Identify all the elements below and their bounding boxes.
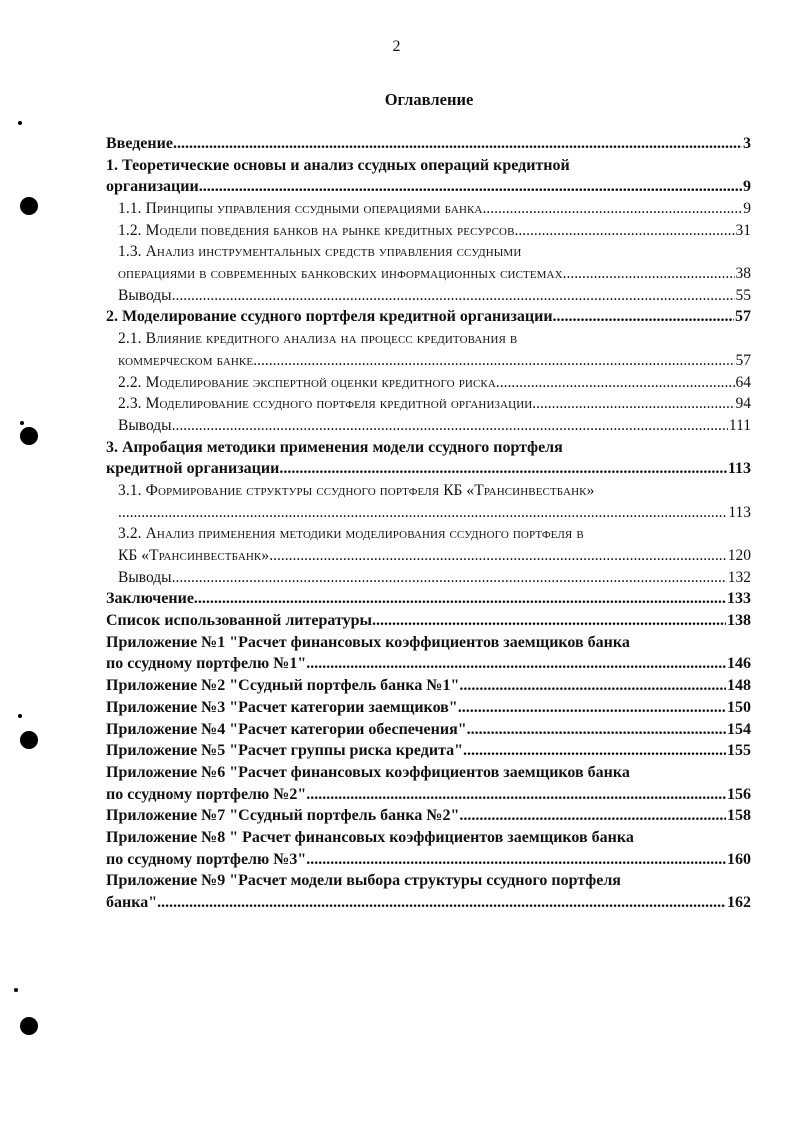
toc-entry xyxy=(106,849,751,871)
toc-entry-title xyxy=(106,610,372,632)
toc-leader-dots xyxy=(515,220,735,242)
toc-entry-page: 57 xyxy=(735,308,751,326)
toc-leader-dots xyxy=(532,393,734,415)
toc-entry xyxy=(106,719,751,741)
table-of-contents xyxy=(106,133,751,914)
toc-entry-title xyxy=(106,133,173,155)
page-number: 2 xyxy=(392,38,401,55)
toc-entry-page: 146 xyxy=(727,655,751,673)
toc-entry xyxy=(106,307,751,329)
toc-entry xyxy=(106,827,751,849)
toc-entry xyxy=(106,155,751,177)
toc-entry-title xyxy=(118,372,496,394)
toc-entry-page: 156 xyxy=(727,785,751,803)
toc-entry xyxy=(106,892,751,914)
toc-entry-title xyxy=(118,415,172,437)
toc-entry-page: 158 xyxy=(727,807,751,825)
toc-entry xyxy=(106,632,751,654)
toc-entry-text: Приложение №8 " Расчет финансовых коэффициентов заемщиков банка xyxy=(106,828,634,846)
toc-entry-text: Выводы xyxy=(118,286,172,304)
toc-entry xyxy=(106,588,751,610)
toc-entry xyxy=(106,220,751,242)
toc-entry-text: Выводы xyxy=(118,568,172,586)
toc-entry-title xyxy=(106,849,306,871)
toc-entry xyxy=(106,654,751,676)
toc-entry-title xyxy=(106,870,621,892)
toc-entry-text: 2.2. Моделирование экспертной оценки кредитного риска xyxy=(118,373,496,391)
toc-entry-title xyxy=(106,458,279,480)
toc-entry-text: 3. Апробация методики применения модели ссудного портфеля xyxy=(106,438,563,456)
toc-entry-text: Выводы xyxy=(118,416,172,434)
toc-leader-dots xyxy=(253,350,734,372)
toc-entry xyxy=(106,870,751,892)
toc-entry-text: «Трансинвестбанк» xyxy=(462,481,595,499)
toc-leader-dots xyxy=(194,588,726,610)
toc-leader-dots xyxy=(172,285,735,307)
toc-entry-title xyxy=(118,523,584,545)
toc-entry-title xyxy=(106,827,634,849)
toc-entry-title xyxy=(106,784,306,806)
toc-entry-title xyxy=(106,588,194,610)
toc-entry-title xyxy=(106,654,306,676)
toc-leader-dots xyxy=(172,567,727,589)
toc-entry xyxy=(106,480,751,502)
binder-hole xyxy=(20,427,38,445)
toc-entry-title xyxy=(106,176,199,198)
toc-entry xyxy=(106,610,751,632)
toc-entry-text: Приложение №6 "Расчет финансовых коэффициентов заемщиков банка xyxy=(106,763,630,781)
toc-leader-dots xyxy=(372,610,726,632)
toc-entry-title xyxy=(106,632,630,654)
toc-leader-dots xyxy=(563,263,735,285)
toc-leader-dots xyxy=(482,198,742,220)
toc-entry xyxy=(106,567,751,589)
toc-entry-page: 154 xyxy=(727,720,751,738)
toc-entry-page: 132 xyxy=(727,568,751,586)
toc-entry-title xyxy=(118,263,563,285)
toc-entry-title xyxy=(106,740,463,762)
toc-leader-dots xyxy=(306,849,726,871)
toc-entry-text: Приложение №4 "Расчет категории обеспечения" xyxy=(106,720,467,738)
toc-entry-page: 3 xyxy=(743,134,751,152)
toc-entry xyxy=(106,372,751,394)
toc-entry-page: 94 xyxy=(735,395,751,413)
toc-entry-title xyxy=(106,762,630,784)
toc-entry-text: 2. Моделирование ссудного портфеля кредитной организации xyxy=(106,308,553,326)
toc-entry-page: 148 xyxy=(727,677,751,695)
toc-entry-text: Приложение №9 "Расчет модели выбора структуры ссудного портфеля xyxy=(106,872,621,890)
toc-leader-dots xyxy=(306,654,726,676)
toc-entry-title xyxy=(106,805,459,827)
toc-entry-title xyxy=(118,285,172,307)
toc-leader-dots xyxy=(157,892,726,914)
toc-leader-dots xyxy=(463,740,726,762)
toc-entry-title xyxy=(118,545,269,567)
toc-leader-dots xyxy=(306,784,726,806)
toc-entry-title xyxy=(106,307,553,329)
toc-entry-title xyxy=(118,350,253,372)
toc-entry-page: 138 xyxy=(727,612,751,630)
toc-entry-page: 113 xyxy=(727,460,751,478)
toc-leader-dots xyxy=(173,133,742,155)
toc-entry-page: 150 xyxy=(727,698,751,716)
toc-entry-text: 3.1. Формирование структуры ссудного портфеля xyxy=(118,481,444,499)
toc-entry-text: организации xyxy=(106,178,199,196)
toc-entry-text: Приложение №5 "Расчет группы риска кредита" xyxy=(106,742,464,760)
toc-entry-page: 31 xyxy=(735,221,751,239)
toc-entry-text: по ссудному портфелю №2" xyxy=(106,785,307,803)
toc-entry xyxy=(106,740,751,762)
toc-entry xyxy=(106,523,751,545)
binder-hole xyxy=(20,1017,38,1035)
toc-entry xyxy=(106,328,751,350)
toc-entry-text: Введение xyxy=(106,134,173,152)
toc-entry-text: кредитной организации xyxy=(106,460,280,478)
toc-entry-text: Приложение №1 "Расчет финансовых коэффициентов заемщиков банка xyxy=(106,633,630,651)
toc-entry-title xyxy=(106,719,467,741)
toc-leader-dots xyxy=(496,372,735,394)
toc-leader-dots xyxy=(458,697,726,719)
toc-entry-page: 111 xyxy=(728,416,751,434)
binder-hole xyxy=(20,197,38,215)
toc-entry-text: операциями в современных банковских информационных системах xyxy=(118,265,563,283)
toc-entry-title xyxy=(106,697,458,719)
toc-entry-text: Список использованной литературы xyxy=(106,612,372,630)
binder-hole xyxy=(20,731,38,749)
toc-leader-dots xyxy=(467,719,726,741)
toc-entry-text: 3.2. Анализ применения методики моделирования ссудного портфеля в xyxy=(118,525,584,543)
toc-entry-page: 162 xyxy=(727,894,751,912)
toc-entry xyxy=(106,675,751,697)
toc-entry-title xyxy=(106,155,570,177)
toc-entry-text: 1. Теоретические основы и анализ ссудных операций кредитной xyxy=(106,156,570,174)
toc-entry xyxy=(106,350,751,372)
toc-entry-page: 9 xyxy=(743,200,751,218)
toc-leader-dots xyxy=(269,545,727,567)
toc-entry-page: 9 xyxy=(743,178,751,196)
toc-entry-text: по ссудному портфелю №1" xyxy=(106,655,307,673)
toc-entry-page: 133 xyxy=(727,590,751,608)
toc-leader-dots xyxy=(118,502,727,524)
toc-entry-page: 64 xyxy=(735,373,751,391)
toc-leader-dots xyxy=(279,458,727,480)
toc-leader-dots xyxy=(553,307,734,329)
toc-entry-title xyxy=(118,480,594,502)
toc-entry xyxy=(106,393,751,415)
speck xyxy=(14,988,18,992)
toc-entry xyxy=(106,502,751,524)
toc-entry-text: «Трансинвестбанк» xyxy=(137,547,270,565)
toc-entry-text: Приложение №7 "Ссудный портфель банка №2" xyxy=(106,807,460,825)
toc-entry xyxy=(106,133,751,155)
toc-entry xyxy=(106,697,751,719)
toc-entry-title xyxy=(106,892,157,914)
toc-entry-title xyxy=(118,220,515,242)
toc-entry-text: 2.3. Моделирование ссудного портфеля кредитной организации xyxy=(118,395,533,413)
toc-entry-text: банка" xyxy=(106,894,158,912)
toc-entry xyxy=(106,176,751,198)
toc-entry xyxy=(106,285,751,307)
toc-entry xyxy=(106,545,751,567)
toc-entry-title xyxy=(118,328,517,350)
toc-title: Оглавление xyxy=(384,90,474,109)
speck xyxy=(18,121,22,125)
toc-entry xyxy=(106,198,751,220)
toc-entry xyxy=(106,241,751,263)
toc-entry-page: 160 xyxy=(727,850,751,868)
toc-entry-text: КБ xyxy=(118,547,138,565)
toc-entry-text: коммерческом банке xyxy=(118,351,254,369)
toc-entry-text: КБ xyxy=(443,481,463,499)
toc-entry xyxy=(106,263,751,285)
toc-entry-page: 55 xyxy=(735,286,751,304)
toc-entry-title xyxy=(118,567,172,589)
toc-entry xyxy=(106,415,751,437)
toc-leader-dots xyxy=(459,805,726,827)
toc-entry-page: 57 xyxy=(735,351,751,369)
toc-entry-title xyxy=(118,393,532,415)
toc-entry-page: 38 xyxy=(735,265,751,283)
toc-entry-text: Приложение №2 "Ссудный портфель банка №1" xyxy=(106,677,460,695)
toc-entry-title xyxy=(106,675,459,697)
speck xyxy=(18,714,22,718)
toc-entry-title xyxy=(118,198,482,220)
toc-entry-title xyxy=(106,437,563,459)
toc-entry-page: 113 xyxy=(728,503,751,521)
toc-leader-dots xyxy=(199,176,742,198)
toc-entry-text: Заключение xyxy=(106,590,194,608)
toc-entry-text: 1.3. Анализ инструментальных средств управления ссудными xyxy=(118,243,522,261)
toc-entry xyxy=(106,784,751,806)
toc-entry-text: 2.1. Влияние кредитного анализа на процесс кредитования в xyxy=(118,330,518,348)
toc-entry-text: Приложение №3 "Расчет категории заемщиков" xyxy=(106,698,458,716)
toc-entry-page: 120 xyxy=(727,547,751,565)
toc-entry xyxy=(106,437,751,459)
speck xyxy=(20,421,24,425)
toc-entry xyxy=(106,458,751,480)
toc-entry-text: по ссудному портфелю №3" xyxy=(106,850,307,868)
toc-entry-page: 155 xyxy=(727,742,751,760)
toc-entry-title xyxy=(118,241,521,263)
toc-leader-dots xyxy=(172,415,728,437)
toc-entry xyxy=(106,805,751,827)
toc-leader-dots xyxy=(459,675,726,697)
toc-entry-text: 1.2. Модели поведения банков на рынке кредитных ресурсов xyxy=(118,221,515,239)
toc-entry xyxy=(106,762,751,784)
toc-entry-text: 1.1. Принципы управления ссудными операциями банка xyxy=(118,200,483,218)
